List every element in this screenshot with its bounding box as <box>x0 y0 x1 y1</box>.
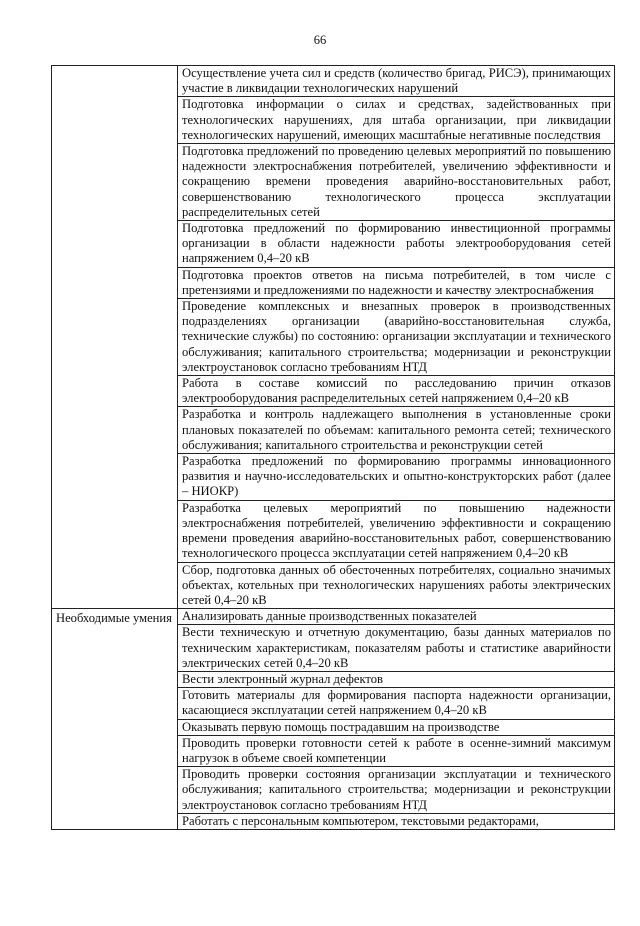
requirement-text: Проводить проверки готовности сетей к работе в осенне-зимний максимум нагрузок в объеме своей компетенции <box>178 735 615 766</box>
table-row <box>52 66 615 97</box>
page-number: 66 <box>313 33 327 47</box>
table-body <box>52 66 615 830</box>
section-label: Необходимые умения <box>52 609 178 830</box>
requirement-text: Вести техническую и отчетную документацию, базы данных материалов по техническим характеристикам, показателям работы и статистике аварийности электрических сетей 0,4–20 кВ <box>178 625 615 672</box>
requirement-text: Осуществление учета сил и средств (количество бригад, РИСЭ), принимающих участие в ликвидации технологических нарушений <box>178 66 615 97</box>
requirement-text: Работать с персональным компьютером, текстовыми редакторами, <box>178 813 615 829</box>
requirement-text: Разработка и контроль надлежащего выполнения в установленные сроки плановых показателей по объемам: капитального ремонта сетей; технического обслуживания; капитального строительства и реконструкции сетей <box>178 407 615 454</box>
section-label <box>52 66 178 609</box>
requirement-text: Подготовка предложений по формированию инвестиционной программы организации в области надежности работы электрооборудования сетей напряжением 0,4–20 кВ <box>178 221 615 268</box>
requirement-text: Проведение комплексных и внезапных проверок в производственных подразделениях организации (аварийно-восстановительная служба, технические службы) по состоянию: организации эксплуатации и технического обслуживания; капитального строительства; модернизации и реконструкции электроустановок согласно требованиям НТД <box>178 299 615 376</box>
requirement-text: Проводить проверки состояния организации эксплуатации и технического обслуживания; капитального строительства; модернизации и реконструкции электроустановок согласно требованиям НТД <box>178 767 615 814</box>
requirement-text: Сбор, подготовка данных об обесточенных потребителях, социально значимых объектах, котельных при технологических нарушениях работы электрических сетей 0,4–20 кВ <box>178 562 615 609</box>
requirement-text: Анализировать данные производственных показателей <box>178 609 615 625</box>
requirement-text: Подготовка проектов ответов на письма потребителей, в том числе с претензиями и предложениями по надежности и качеству электроснабжения <box>178 267 615 298</box>
requirement-text: Подготовка информации о силах и средствах, задействованных при технологических нарушениях, для штаба организации, при ликвидации технологических нарушений, имеющих масштабные негативные последствия <box>178 97 615 144</box>
requirement-text: Вести электронный журнал дефектов <box>178 671 615 687</box>
requirement-text: Разработка предложений по формированию программы инновационного развития и научно-исследовательских и опытно-конструкторских работ (далее – НИОКР) <box>178 454 615 501</box>
requirement-text: Готовить материалы для формирования паспорта надежности организации, касающиеся эксплуатации сетей напряжением 0,4–20 кВ <box>178 688 615 719</box>
requirement-text: Работа в составе комиссий по расследованию причин отказов электрооборудования распределительных сетей напряжением 0,4–20 кВ <box>178 376 615 407</box>
requirement-text: Разработка целевых мероприятий по повышению надежности электроснабжения потребителей, увеличению эффективности и сокращению времени проведения аварийно-восстановительных работ, совершенствованию технологического процесса эксплуатации сетей напряжением 0,4–20 кВ <box>178 500 615 562</box>
requirement-text: Подготовка предложений по проведению целевых мероприятий по повышению надежности электроснабжения потребителей, увеличению эффективности и сокращению времени проведения аварийно-восстановительных работ, совершенствованию технологического процесса эксплуатации распределительных сетей <box>178 144 615 221</box>
requirement-text: Оказывать первую помощь пострадавшим на производстве <box>178 719 615 735</box>
table-row <box>52 609 615 625</box>
requirements-table <box>51 65 615 830</box>
